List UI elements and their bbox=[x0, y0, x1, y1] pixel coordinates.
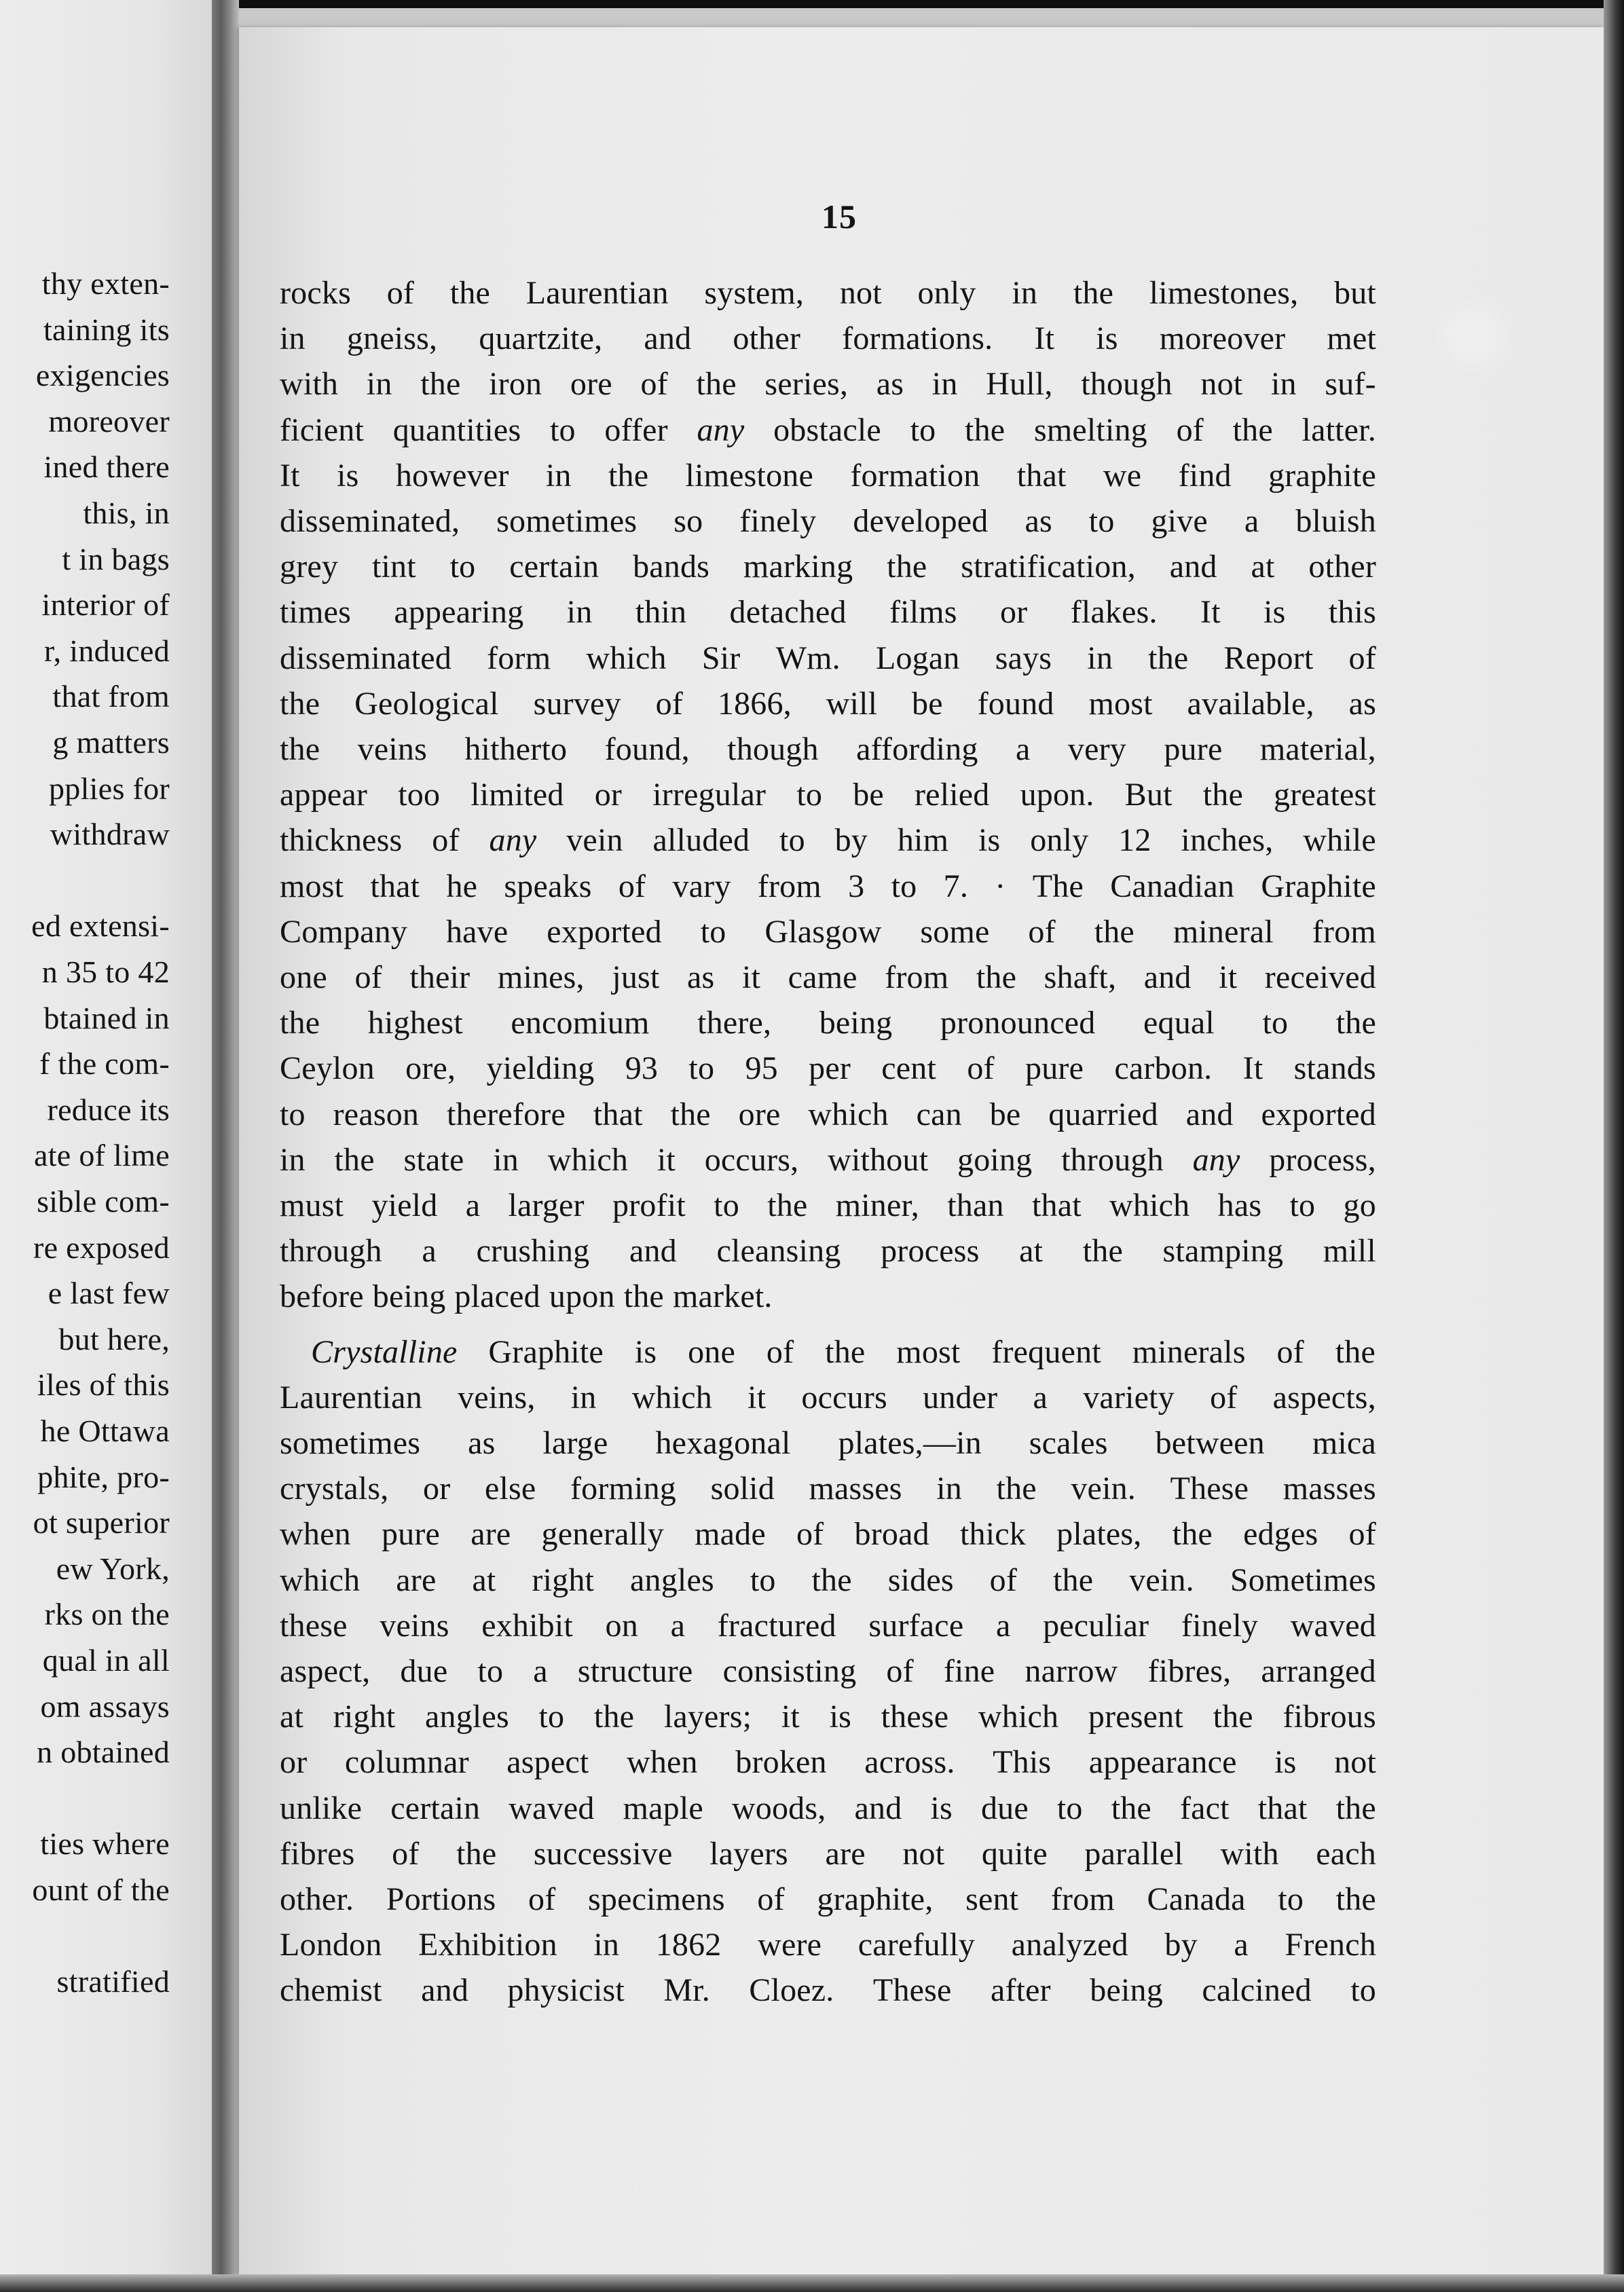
left-page-line: but here, bbox=[58, 1322, 170, 1356]
left-page-line: rks on the bbox=[44, 1597, 170, 1631]
text-line: most that he speaks of vary from 3 to 7. · The Canadian Graphite bbox=[280, 868, 1376, 904]
text-line: disseminated form which Sir Wm. Logan says in the Report of bbox=[280, 640, 1376, 676]
left-page-line: n obtained bbox=[37, 1735, 170, 1769]
left-page-line: ate of lime bbox=[34, 1138, 170, 1172]
text-line: when pure are generally made of broad thick plates, the edges of bbox=[280, 1516, 1376, 1552]
left-page-line: t in bags bbox=[62, 542, 170, 576]
scan-top-edge bbox=[0, 0, 1624, 8]
left-page-line: ed extensi- bbox=[31, 908, 170, 943]
text-line: grey tint to certain bands marking the stratification, and at other bbox=[280, 549, 1376, 585]
text-line: the highest encomium there, being pronounced equal to the bbox=[280, 1005, 1376, 1041]
left-page-line: ined there bbox=[43, 449, 170, 484]
text-line: to reason therefore that the ore which can be quarried and exported bbox=[280, 1096, 1376, 1132]
left-page-line: ot superior bbox=[33, 1505, 170, 1540]
left-page-line: taining its bbox=[43, 312, 170, 347]
text-line: disseminated, sometimes so finely developed as to give a bluish bbox=[280, 503, 1376, 539]
left-page-line: e last few bbox=[48, 1276, 170, 1310]
text-line: thickness of any vein alluded to by him is only 12 inches, while bbox=[280, 822, 1376, 858]
text-line: Laurentian veins, in which it occurs under a variety of aspects, bbox=[280, 1380, 1376, 1416]
text-line: Crystalline Graphite is one of the most frequent minerals of the bbox=[311, 1334, 1376, 1370]
text-line: in gneiss, quartzite, and other formations. It is moreover met bbox=[280, 320, 1376, 356]
left-page-line: n 35 to 42 bbox=[41, 955, 170, 989]
text-line: in the state in which it occurs, without going through any process, bbox=[280, 1142, 1376, 1178]
text-line: times appearing in thin detached films or flakes. It is this bbox=[280, 594, 1376, 630]
text-line: sometimes as large hexagonal plates,—in scales between mica bbox=[280, 1425, 1376, 1461]
left-page-line: ount of the bbox=[32, 1872, 170, 1907]
text-line: unlike certain waved maple woods, and is due to the fact that the bbox=[280, 1790, 1376, 1826]
left-page-line: re exposed bbox=[33, 1230, 170, 1265]
left-page-line: moreover bbox=[48, 404, 170, 439]
text-line: Ceylon ore, yielding 93 to 95 per cent of pure carbon. It stands bbox=[280, 1050, 1376, 1086]
text-line: London Exhibition in 1862 were carefully analyzed by a French bbox=[280, 1927, 1376, 1963]
left-page-line: om assays bbox=[40, 1689, 170, 1724]
left-page-line: this, in bbox=[83, 496, 170, 530]
left-page-line: stratified bbox=[56, 1964, 170, 1999]
left-page-line: sible com- bbox=[37, 1184, 170, 1219]
left-page-line: pplies for bbox=[48, 771, 170, 806]
text-line: through a crushing and cleansing process at the stamping mill bbox=[280, 1233, 1376, 1269]
left-page-line: he Ottawa bbox=[40, 1413, 170, 1448]
text-line: or columnar aspect when broken across. This appearance is not bbox=[280, 1744, 1376, 1780]
text-line: aspect, due to a structure consisting of fine narrow fibres, arranged bbox=[280, 1653, 1376, 1689]
paper-blemish bbox=[1441, 306, 1502, 367]
left-page-line: that from bbox=[52, 679, 170, 714]
text-line: chemist and physicist Mr. Cloez. These after being calcined to bbox=[280, 1972, 1376, 2008]
page-number: 15 bbox=[822, 198, 857, 236]
left-page-line: btained in bbox=[43, 1001, 170, 1035]
text-line: the Geological survey of 1866, will be found most available, as bbox=[280, 686, 1376, 722]
left-page-line: ties where bbox=[40, 1826, 170, 1861]
text-line: which are at right angles to the sides of the vein. Sometimes bbox=[280, 1562, 1376, 1598]
scan-bottom-edge bbox=[0, 2274, 1624, 2292]
left-page-line: qual in all bbox=[42, 1643, 170, 1678]
left-page-line: phite, pro- bbox=[37, 1460, 170, 1494]
text-line: with in the iron ore of the series, as in Hull, though not in suf- bbox=[280, 366, 1376, 402]
text-line: one of their mines, just as it came from the shaft, and it received bbox=[280, 959, 1376, 995]
left-page-line: f the com- bbox=[39, 1046, 170, 1081]
text-line: must yield a larger profit to the miner, than that which has to go bbox=[280, 1187, 1376, 1223]
left-page-line: ew York, bbox=[56, 1551, 170, 1586]
text-line: Company have exported to Glasgow some of the mineral from bbox=[280, 914, 1376, 950]
left-page-line: reduce its bbox=[47, 1092, 170, 1127]
left-page-line: iles of this bbox=[37, 1367, 170, 1402]
left-page-line: g matters bbox=[52, 725, 170, 760]
scan-right-edge bbox=[1604, 0, 1624, 2292]
text-line: before being placed upon the market. bbox=[280, 1278, 773, 1314]
text-line: ficient quantities to offer any obstacle to the smelting of the latter. bbox=[280, 412, 1376, 448]
book-gutter bbox=[212, 0, 239, 2292]
text-line: other. Portions of specimens of graphite, sent from Canada to the bbox=[280, 1881, 1376, 1917]
text-line: these veins exhibit on a fractured surface a peculiar finely waved bbox=[280, 1608, 1376, 1644]
text-line: It is however in the limestone formation that we find graphite bbox=[280, 458, 1376, 494]
left-page-fragment bbox=[0, 0, 212, 2292]
left-page-line: thy exten- bbox=[41, 266, 170, 301]
left-page-line: exigencies bbox=[35, 358, 170, 392]
text-line: fibres of the successive layers are not quite parallel with each bbox=[280, 1836, 1376, 1872]
text-line: rocks of the Laurentian system, not only in the limestones, but bbox=[280, 275, 1376, 311]
text-line: appear too limited or irregular to be relied upon. But the greatest bbox=[280, 777, 1376, 813]
left-page-line: interior of bbox=[41, 587, 170, 622]
left-page-line: withdraw bbox=[50, 817, 170, 851]
text-line: crystals, or else forming solid masses in the vein. These masses bbox=[280, 1471, 1376, 1507]
text-line: at right angles to the layers; it is these which present the fibrous bbox=[280, 1699, 1376, 1735]
text-line: the veins hitherto found, though affording a very pure material, bbox=[280, 731, 1376, 767]
left-page-line: r, induced bbox=[43, 633, 170, 668]
